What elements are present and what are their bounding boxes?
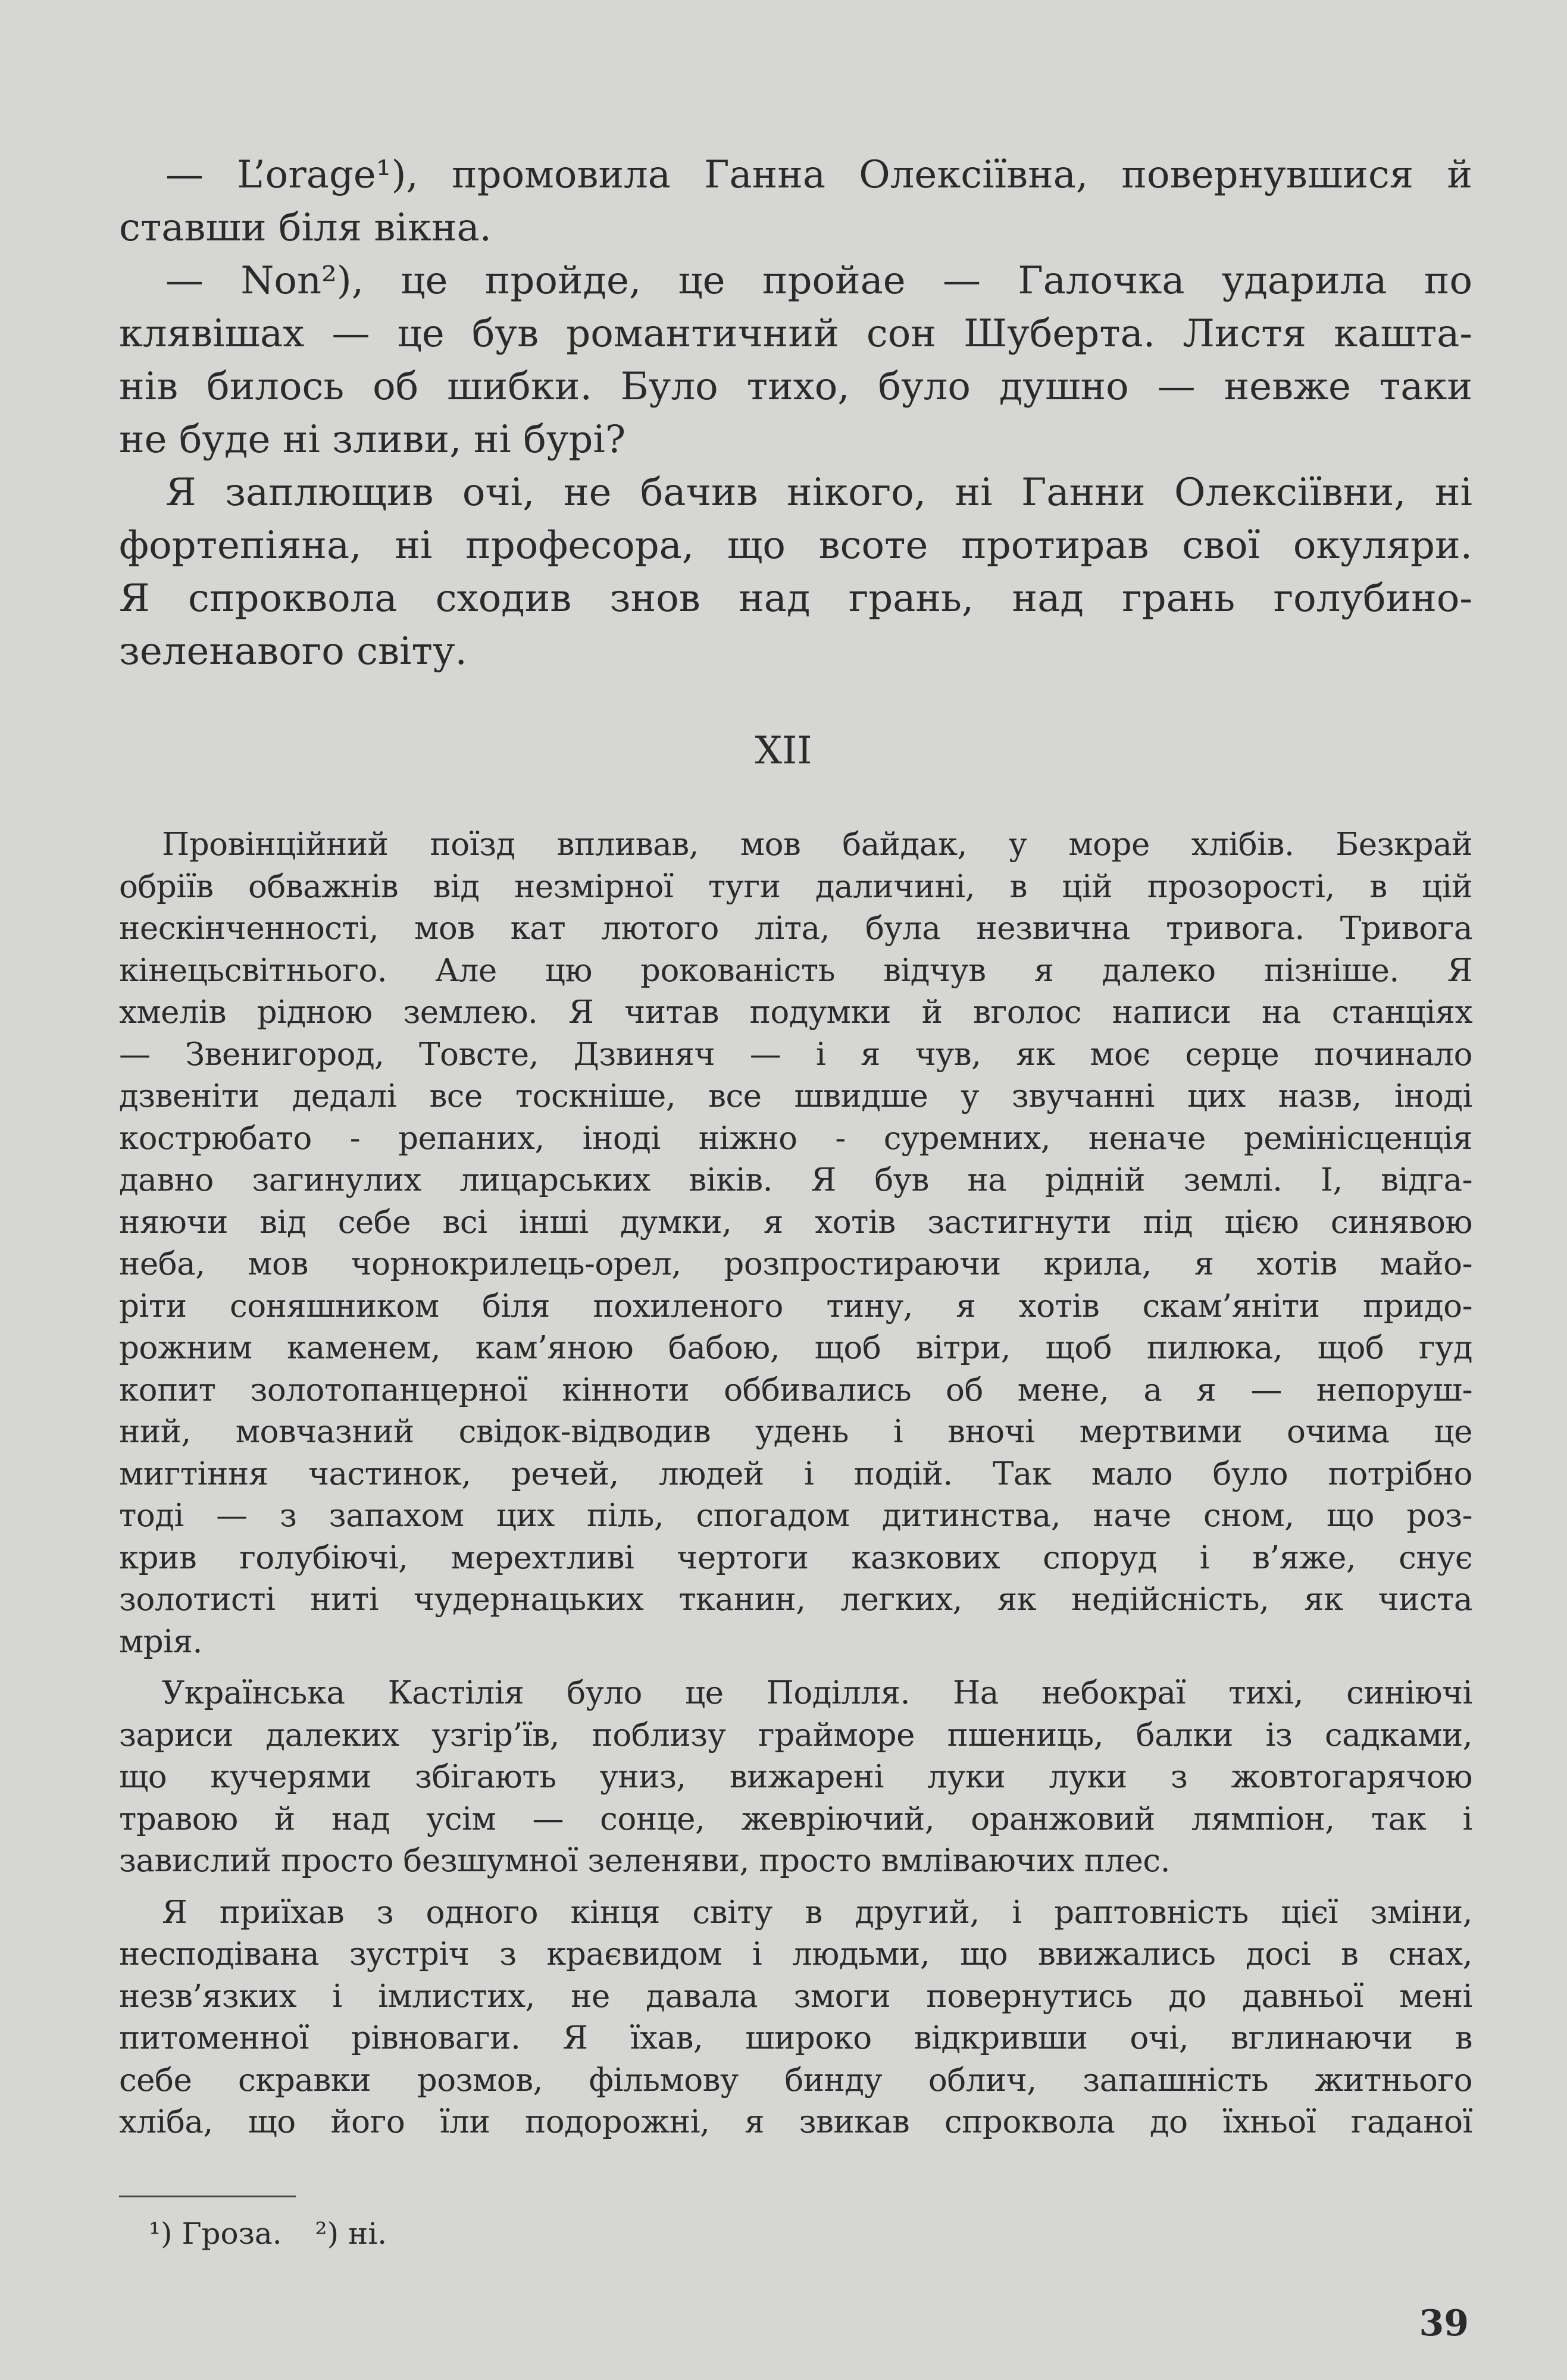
text-line: не буде ні зливи, ні бурі?: [119, 418, 626, 462]
text-line: хмелів рідною землею. Я читав подумки й вголос написи на станціях: [119, 994, 1472, 1031]
footnotes: [149, 2216, 411, 2251]
text-line: копит золотопанцерної кінноти оббивались об мене, а я — непоруш-: [119, 1371, 1472, 1408]
paragraph-gap: [119, 1663, 1472, 1673]
paragraph: [119, 824, 1472, 1663]
footnote-2: ²) ні.: [315, 2216, 387, 2251]
text-line: Провінційний поїзд впливав, мов байдак, у море хлібів. Безкрай: [162, 826, 1472, 863]
paragraph: [119, 1892, 1472, 2144]
paragraph: [119, 149, 1472, 255]
page-number: 39: [1419, 2303, 1469, 2344]
text-line: травою й над усім — сонце, жевріючий, оранжовий лямпіон, так і: [119, 1800, 1472, 1837]
text-line: дзвеніти дедалі все тоскніше, все швидше у звучанні цих назв, іноді: [119, 1078, 1472, 1114]
paragraph: [119, 466, 1472, 678]
text-line: Українська Кастілія було це Поділля. На небокраї тихі, синіючі: [162, 1675, 1472, 1711]
text-line: завислий просто безшумної зеленяви, просто вмліваючих плес.: [119, 1843, 1170, 1879]
text-line: рожним каменем, кам’яною бабою, щоб вітри, щоб пилюка, щоб гуд: [119, 1330, 1472, 1366]
text-line: ний, мовчазний свідок-відводив удень і вночі мертвими очима це: [119, 1414, 1472, 1450]
paragraph: [119, 1673, 1472, 1883]
text-line: — Звенигород, Товсте, Дзвиняч — і я чув, як моє серце починало: [119, 1036, 1472, 1073]
text-line: ріти соняшником біля похиленого тину, я хотів скам’яніти придо-: [119, 1288, 1472, 1324]
text-line: Я спроквола сходив знов над грань, над грань голубино-: [119, 577, 1472, 621]
text-line: хліба, що його їли подорожні, я звикав спроквола до їхньої гаданої: [119, 2104, 1472, 2140]
text-line: обріїв обважнів від незмірної туги даличині, в цій прозорості, в цій: [119, 868, 1472, 905]
text-line: ставши біля вікна.: [119, 206, 492, 250]
text-line: питоменної рівноваги. Я їхав, широко відкривши очі, вглинаючи в: [119, 2020, 1472, 2056]
text-line: мрія.: [119, 1623, 202, 1660]
text-line: Я приїхав з одного кінця світу в другий, і раптовність цієї зміни,: [162, 1894, 1472, 1931]
text-line: неба, мов чорнокрилець-орел, розпростираючи крила, я хотів майо-: [119, 1246, 1472, 1282]
text-line: крив голубіючі, мерехтливі чертоги казкових споруд і в’яже, снує: [119, 1539, 1472, 1576]
text-line: давно загинулих лицарських віків. Я був на рідній землі. І, відга-: [119, 1162, 1472, 1198]
text-line: що кучерями збігають униз, вижарені луки луки з жовтогарячою: [119, 1759, 1472, 1795]
text-line: клявішах — це був романтичний сон Шуберта. Листя кашта-: [119, 312, 1472, 356]
text-line: няючи від себе всі інші думки, я хотів застигнути під цією синявою: [119, 1204, 1472, 1241]
text-line: — Non²), це пройде, це пройае — Галочка ударила по: [165, 259, 1472, 303]
footnote-divider: [119, 2196, 296, 2197]
text-line: зеленавого світу.: [119, 630, 467, 674]
text-line: мигтіння частинок, речей, людей і подій. Так мало було потрібно: [119, 1455, 1472, 1492]
footnote-1: ¹) Гроза.: [149, 2216, 282, 2251]
text-line: Я заплющив очі, не бачив нікого, ні Ганни Олексіївни, ні: [165, 471, 1472, 515]
text-line: незв’язких і імлистих, не давала змоги повернутись до давньої мені: [119, 1978, 1472, 2015]
text-line: несподівана зустріч з краєвидом і людьми, що ввижались досі в снах,: [119, 1936, 1472, 1972]
text-line: фортепіяна, ні професора, що всоте протирав свої окуляри.: [119, 524, 1472, 568]
paragraph-gap: [119, 1883, 1472, 1892]
text-line: золотисті ниті чудернацьких тканин, легких, як недійсність, як чиста: [119, 1582, 1472, 1618]
text-line: нескінченності, мов кат лютого літа, була незвична тривога. Тривога: [119, 910, 1472, 947]
top-text-block: [119, 149, 1472, 678]
text-line: кінецьсвітнього. Але цю рокованість відчув я далеко пізніше. Я: [119, 952, 1472, 989]
text-line: кострюбато - репаних, іноді ніжно - суремних, неначе ремінісценція: [119, 1120, 1472, 1157]
text-line: зариси далеких узгір’їв, поблизу граймоpе пшениць, балки із садками,: [119, 1717, 1472, 1753]
chapter-heading: XII: [755, 729, 812, 773]
text-line: себе скравки розмов, фільмову бинду облич, запашність житнього: [119, 2062, 1472, 2099]
main-text-block: [119, 824, 1472, 2144]
text-line: нів билось об шибки. Було тихо, було душно — невже таки: [119, 365, 1472, 409]
text-line: тоді — з запахом цих піль, спогадом дитинства, наче сном, що роз-: [119, 1498, 1472, 1534]
text-line: — L’orage¹), промовила Ганна Олексіївна, повернувшися й: [165, 153, 1472, 197]
paragraph: [119, 255, 1472, 466]
